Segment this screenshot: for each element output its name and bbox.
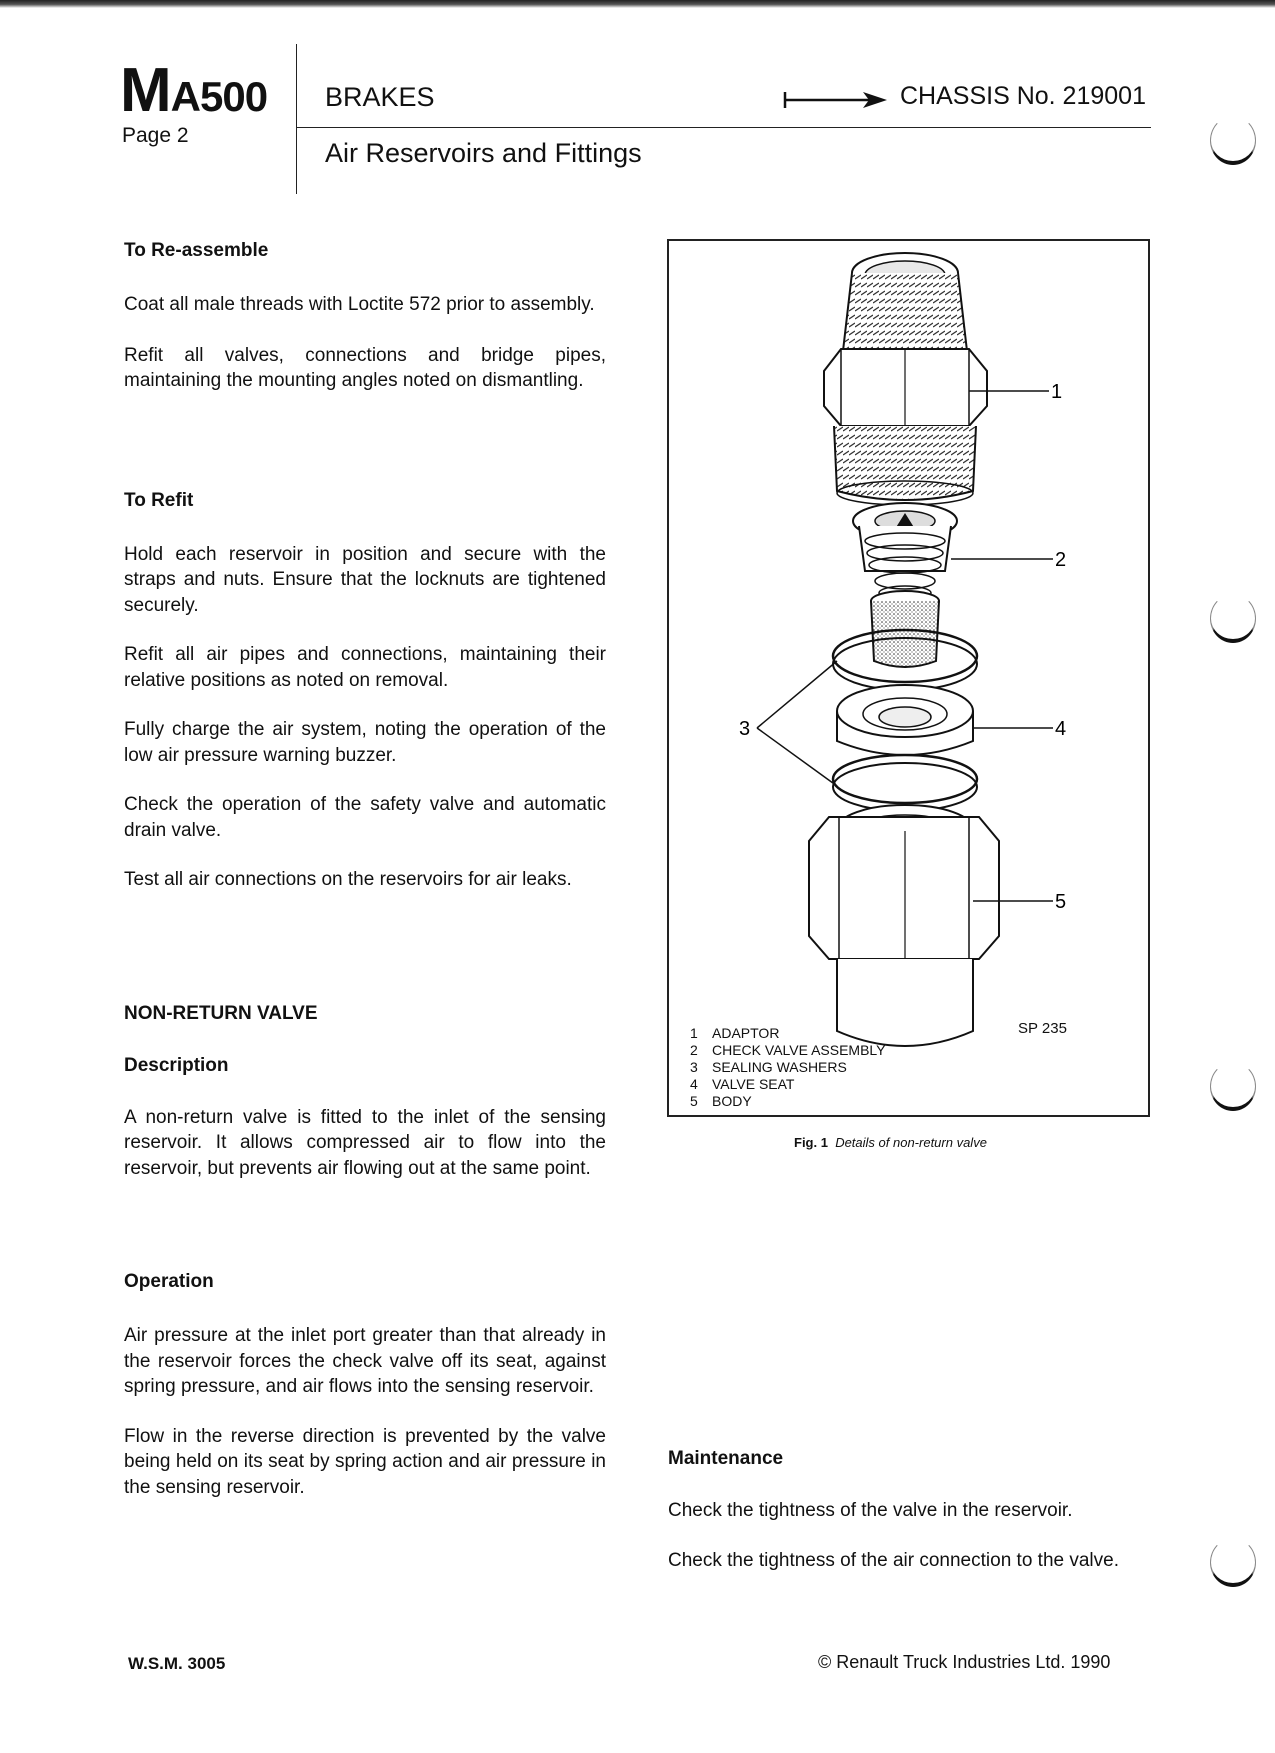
heading-operation: Operation [124,1271,214,1292]
binder-hole [1210,594,1256,643]
callout-5: 5 [1055,891,1067,913]
callout-1: 1 [1051,381,1063,403]
heading-non-return-valve: NON-RETURN VALVE [124,1002,318,1024]
callout-4: 4 [1055,718,1067,740]
heading-refit: To Refit [124,489,194,511]
paragraph: Coat all male threads with Loctite 572 prior to assembly. [124,294,595,315]
legend-item: 3 SEALING WASHERS [690,1059,847,1075]
header-divider-horizontal [296,127,1151,128]
header-divider-vertical [296,44,297,194]
paragraph: Hold each reservoir in position and secure with the straps and nuts. Ensure that the locknuts are tightened securely. [124,543,606,616]
heading-reassemble: To Re-assemble [124,240,269,261]
footer-copyright: © Renault Truck Industries Ltd. 1990 [818,1652,1111,1672]
scan-edge [0,0,1275,8]
legend-item: 5 BODY [690,1093,752,1109]
callout-2: 2 [1055,549,1067,571]
figure-caption: Fig. 1 Details of non-return valve [794,1135,987,1150]
page-number: Page 2 [122,124,189,147]
arrow-right-icon [783,88,888,112]
non-return-valve-diagram [669,241,1148,1115]
paragraph: Refit all air pipes and connections, maintaining their relative positions as noted on removal. [124,644,606,691]
legend-item: 2 CHECK VALVE ASSEMBLY [690,1042,886,1058]
paragraph: Check the operation of the safety valve and automatic drain valve. [124,794,606,841]
maintenance-section [668,1448,1154,1573]
legend-item: 1 ADAPTOR [690,1025,780,1041]
callout-3: 3 [739,718,751,740]
paragraph: Flow in the reverse direction is prevented by the valve being held on its seat by spring action and air pressure in the sensing reservoir. [124,1425,606,1498]
left-column [124,240,606,1500]
figure-code: SP 235 [1018,1020,1067,1037]
chassis-number: CHASSIS No. 219001 [900,82,1146,110]
paragraph: A non-return valve is fitted to the inlet of the sensing reservoir. It allows compressed air to flow into the reservoir, but prevents air flowing out at the same point. [124,1106,606,1179]
paragraph: Check the tightness of the air connection to the valve. [668,1549,1119,1571]
figure-legend [690,1025,886,1110]
binder-hole [1210,1538,1256,1587]
paragraph: Air pressure at the inlet port greater than that already in the reservoir forces the check valve off its seat, against spring pressure, and air flows into the sensing reservoir. [124,1325,606,1397]
heading-maintenance: Maintenance [668,1448,784,1469]
paragraph: Test all air connections on the reservoirs for air leaks. [124,869,572,890]
manual-logo: MA500 [120,56,268,125]
footer-manual-ref: W.S.M. 3005 [128,1654,226,1673]
paragraph: Check the tightness of the valve in the reservoir. [668,1500,1073,1521]
section-title: BRAKES [325,82,435,112]
paragraph: Fully charge the air system, noting the operation of the low air pressure warning buzzer. [124,719,606,766]
binder-hole [1210,116,1256,165]
heading-description: Description [124,1054,229,1076]
legend-item: 4 VALVE SEAT [690,1076,795,1092]
page-subtitle: Air Reservoirs and Fittings [325,138,642,168]
paragraph: Refit all valves, connections and bridge pipes, maintaining the mounting angles noted on dismantling. [124,344,606,391]
figure-box [667,239,1150,1117]
binder-hole [1210,1062,1256,1111]
